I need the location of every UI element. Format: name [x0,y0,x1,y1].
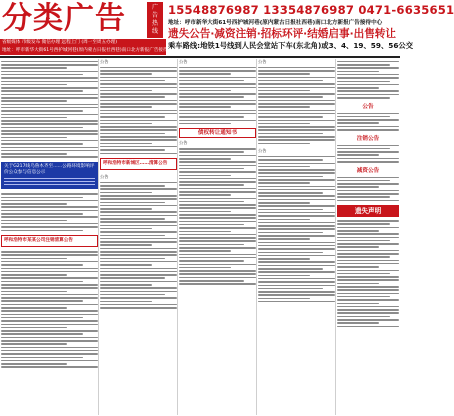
brand-block [2,2,146,38]
red-notice-title: 呼和浩特市某某公司注销清算公告 [4,238,73,244]
notice-title: 公告 [258,59,267,64]
brand-tag-char: 广 [151,4,158,11]
red-notice [1,235,98,247]
header-divider [0,56,400,58]
hotline-numbers: 15548876987 13354876987 0471-6635651 [168,3,454,17]
notice-block [100,174,177,309]
blue-notice-title: 关于G217线乌鲁木齐至……公路环境影响评价公众参与信息公示 [4,163,95,175]
lost-notice-header: 遗失声明 [337,205,399,217]
brand-tag-char: 告 [151,12,158,19]
notice-block [258,148,335,302]
notice-block [337,177,399,202]
red-notice [100,158,177,170]
brand-info-bar [0,39,177,55]
column-5 [337,59,399,415]
column-1 [1,59,99,415]
section-header: 减资公告 [356,167,380,174]
section-header: 公告 [362,103,374,110]
notice-block [1,251,98,368]
notice-title: 公告 [179,59,188,64]
column-2 [100,59,178,415]
red-notice-title: 呼和浩特市新城区……清算公告 [103,161,168,167]
notice-block [1,61,98,158]
section-header: 债权转让通知书 [179,128,256,138]
notice-block [100,59,177,154]
notice-block [337,113,399,131]
notice-block [337,145,399,163]
notice-block [179,140,256,284]
notice-block [337,220,399,327]
ads-grid [1,59,399,415]
notice-title: 公告 [258,148,267,154]
notice-title: 公告 [100,174,109,180]
brand-bar-line: 地址：呼市新华大街61号西护城河巷(原内蒙古日报社西巷)南口北方新报广告接待中心 [2,48,177,53]
section-header: 注销公告 [356,135,380,142]
column-4 [258,59,336,415]
blue-notice [1,162,98,189]
notice-block [337,61,399,99]
notice-block [179,59,256,124]
notice-title: 公告 [179,140,188,146]
bus-route: 乘车路线:地铁1号线到人民会堂站下车(东北角)或3、4、19、59、56公交 [168,41,413,50]
brand-tag [147,2,163,38]
masthead [0,0,454,56]
brand-bar-line: 省级媒体 市级发布 微信办理 远程上门 (周一至周五办理) [2,40,118,45]
notice-block [1,193,98,231]
brand-tag-char: 热 [151,20,158,27]
notice-block [258,59,335,144]
office-address: 地址：呼市新华大街61号西护城河巷(原内蒙古日报社西巷)南口北方新报广告接待中心 [168,20,383,26]
column-3 [179,59,257,415]
page-title: 分类广告 [2,1,126,36]
service-list: 遗失公告·减资注销·招标环评·结婚启事·出售转让 [168,28,396,40]
notice-title: 公告 [100,59,109,64]
brand-tag-char: 线 [151,28,158,35]
